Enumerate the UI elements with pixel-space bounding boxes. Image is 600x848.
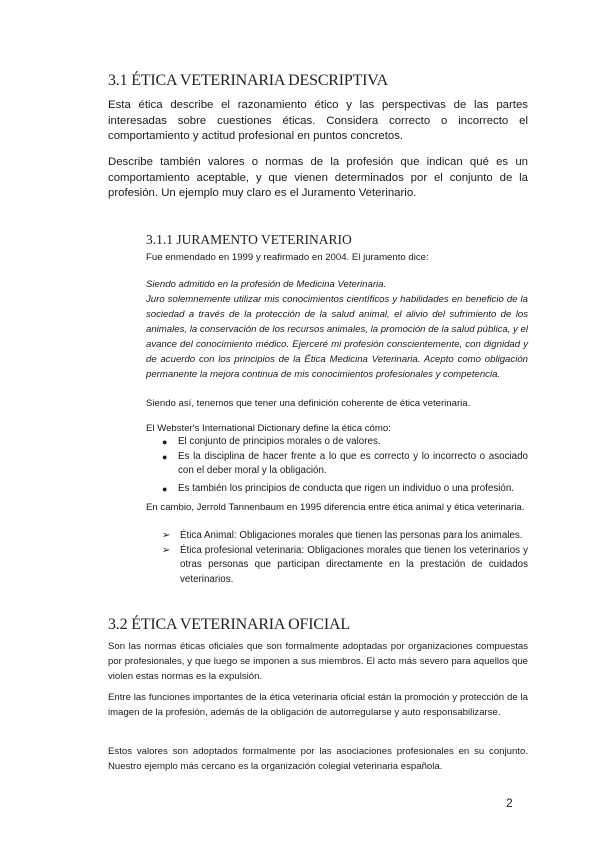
- bullet-icon: ●: [162, 451, 168, 462]
- paragraph: Fue enmendado en 1999 y reafirmado en 2004. El juramento dice:: [146, 252, 429, 263]
- list-item: ● Es también los principios de conducta que rigen un individuo o una profesión.: [160, 482, 528, 497]
- arrow-bullet-icon: ➢: [162, 530, 171, 541]
- paragraph: Entre las funciones importantes de la ética veterinaria oficial están la promoción y protección de la imagen de la profesión, además de la obligación de autorregularse y auto responsabilizarse.: [108, 692, 528, 718]
- oath-first-line: Siendo admitido en la profesión de Medicina Veterinaria.: [146, 279, 387, 290]
- paragraph: Siendo así, tenemos que tener una definición coherente de ética veterinaria.: [146, 398, 471, 409]
- page-number: 2: [506, 796, 513, 810]
- section-heading-3-1-1: 3.1.1 JURAMENTO VETERINARIO: [146, 232, 352, 247]
- list-item: ● El conjunto de principios morales o de valores.: [160, 435, 528, 450]
- paragraph: En cambio, Jerrold Tannenbaum en 1995 diferencia entre ética animal y ética veterinaria.: [146, 502, 525, 513]
- section-heading-3-2: 3.2 ÉTICA VETERINARIA OFICIAL: [108, 616, 350, 633]
- oath-text: Juro solemnemente utilizar mis conocimientos científicos y habilidades en beneficio de la sociedad a través de la protección de la salud animal, el alivio del sufrimiento de los animales, la conservación de los recursos animales, la promoción de la salud pública, y el avance del conocimiento médico. Ejerceré mi profesión conscientemente, con dignidad y de acuerdo con los principios de la Ética Medicina Veterinaria. Acepto como obligación permanente la mejora continua de mis conocimientos profesionales y competencia.: [146, 294, 528, 381]
- list-item: ➢ Ética Animal: Obligaciones morales que tienen las personas para los animales.: [162, 529, 528, 544]
- arrow-bullet-icon: ➢: [162, 544, 171, 556]
- section-heading-3-1: 3.1 ÉTICA VETERINARIA DESCRIPTIVA: [108, 72, 388, 89]
- list-item: ➢ Ética profesional veterinaria: Obligaciones morales que tienen los veterinarios y otras personas que participan directamente en la prestación de cuidados veterinarios.: [162, 544, 528, 585]
- paragraph: El Webster's International Dictionary define la ética cómo:: [146, 423, 391, 434]
- paragraph: Esta ética describe el razonamiento ético y las perspectivas de las partes interesadas sobre cuestiones éticas. Considera correcto o incorrecto el comportamiento y actitud profesional en puntos concretos.: [108, 99, 528, 142]
- paragraph: Estos valores son adoptados formalmente por las asociaciones profesionales en su conjunto. Nuestro ejemplo más cercano es la organización colegial veterinaria española.: [108, 746, 528, 772]
- paragraph: Son las normas éticas oficiales que son formalmente adoptadas por organizaciones compuestas por profesionales, y que luego se imponen a sus miembros. El acto más severo para aquellos que violen estas normas es la expulsión.: [108, 641, 528, 682]
- bullet-icon: ●: [162, 483, 168, 494]
- list-item: ● Es la disciplina de hacer frente a lo que es correcto y lo incorrecto o asociado con el deber moral y la obligación.: [162, 450, 528, 476]
- paragraph: Describe también valores o normas de la profesión que indican qué es un comportamiento aceptable, y que vienen determinados por el conjunto de la profesión. Un ejemplo muy claro es el Juramento Veterinario.: [108, 156, 528, 199]
- tannenbaum-list: [162, 529, 528, 587]
- bullet-icon: ●: [162, 437, 168, 447]
- webster-definitions-list: [160, 435, 528, 496]
